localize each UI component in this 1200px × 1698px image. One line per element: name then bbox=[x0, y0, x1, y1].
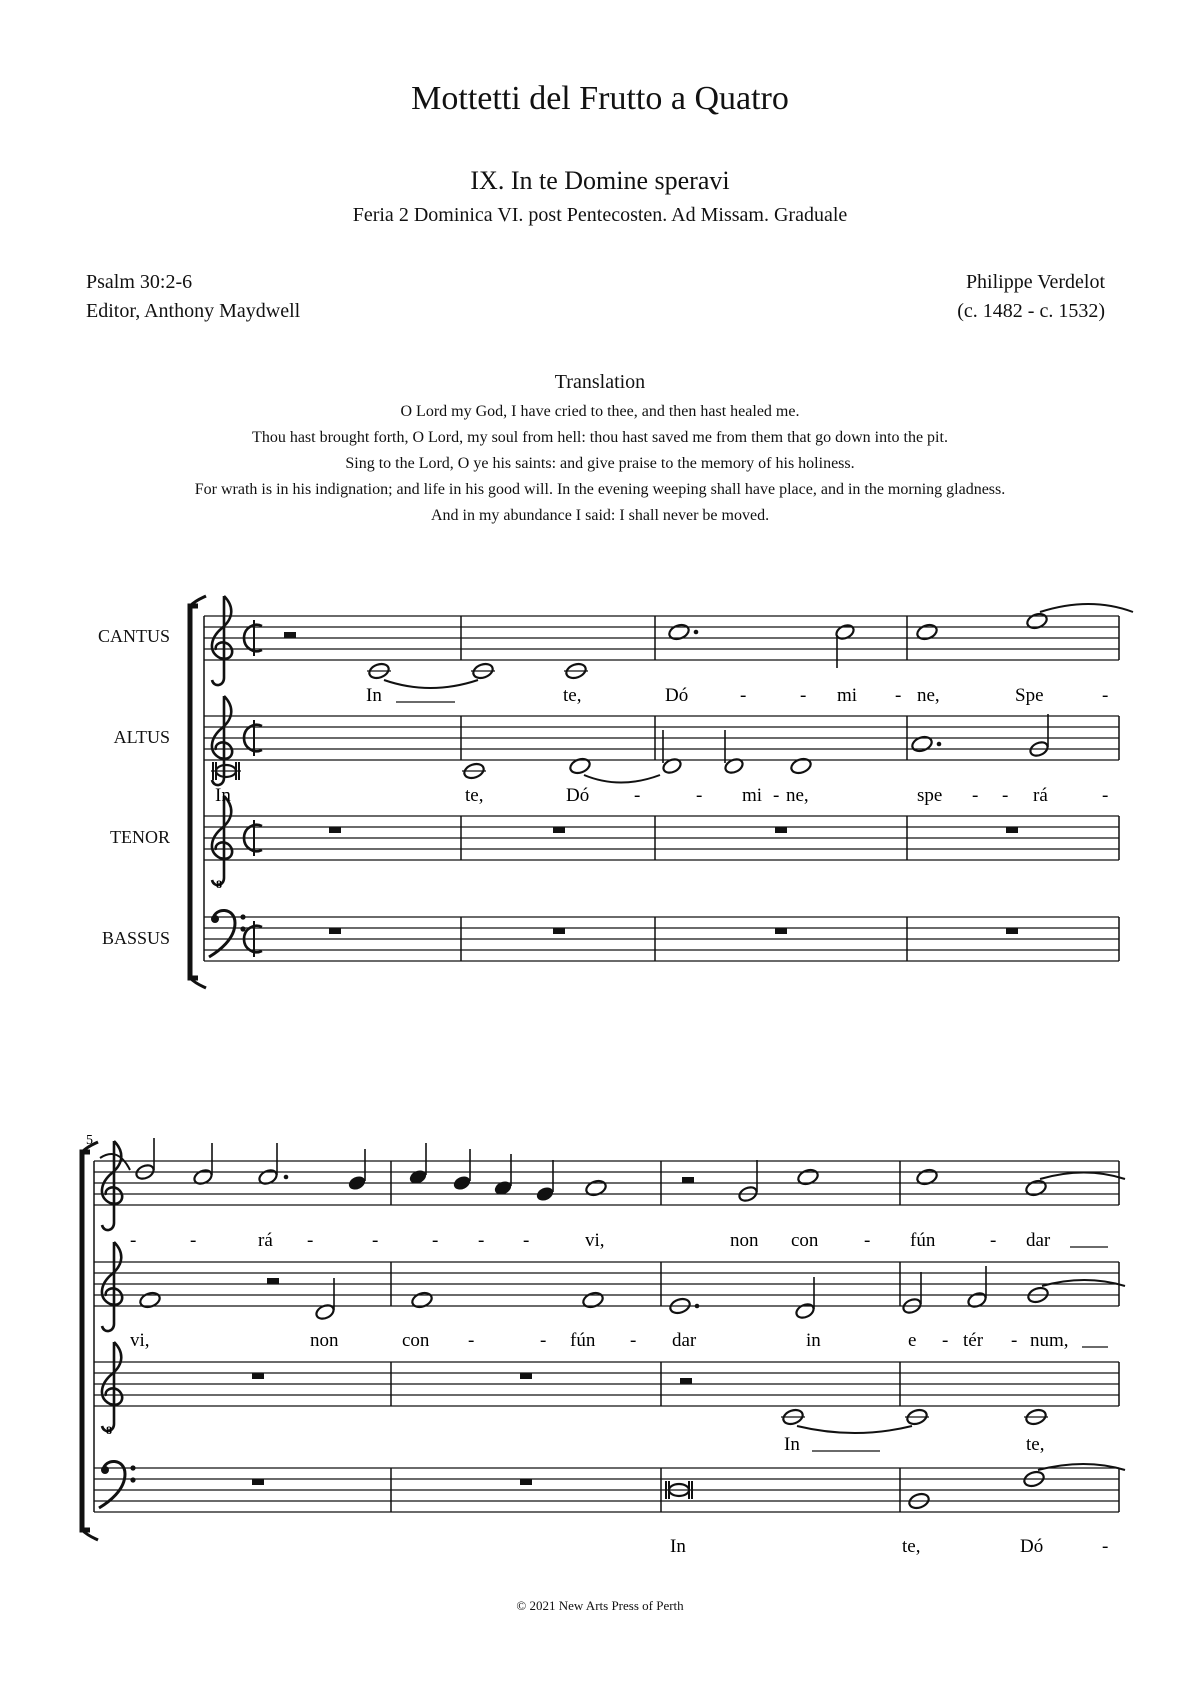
lyric: non bbox=[310, 1330, 339, 1351]
lyric: In bbox=[670, 1536, 686, 1557]
svg-text:8: 8 bbox=[106, 1423, 112, 1437]
lyric: - bbox=[800, 685, 807, 706]
barlines-system-1 bbox=[204, 616, 1119, 961]
treble-clef-icon bbox=[212, 796, 232, 885]
lyric: vi, bbox=[585, 1230, 605, 1251]
lyric: Dó bbox=[566, 785, 590, 806]
lyric: - bbox=[190, 1230, 197, 1251]
lyric: - bbox=[1002, 785, 1009, 806]
staff-tenor bbox=[204, 816, 1119, 860]
lyric: rá bbox=[258, 1230, 273, 1251]
translation-line: For wrath is in his indignation; and life in his good will. In the evening weeping shall have place, and in the morning gladness. bbox=[194, 481, 1006, 498]
lyric: - bbox=[130, 1230, 137, 1251]
lyric: te, bbox=[902, 1536, 921, 1557]
measure-number: 5 bbox=[86, 1133, 93, 1148]
staff-altus-2 bbox=[94, 1262, 1119, 1306]
lyric: In bbox=[366, 685, 382, 706]
system-1 bbox=[190, 596, 1133, 988]
tenor-notes-system-2 bbox=[252, 1373, 1048, 1433]
source-text: Psalm 30:2-6 bbox=[86, 271, 193, 293]
lyric: vi, bbox=[130, 1330, 150, 1351]
lyric: tér bbox=[963, 1330, 984, 1351]
treble-clef-icon bbox=[102, 1242, 122, 1331]
lyric: dar bbox=[1026, 1230, 1051, 1251]
altus-notes-system-2 bbox=[138, 1266, 1125, 1321]
editor: Editor, Anthony Maydwell bbox=[86, 300, 301, 322]
lyric: - bbox=[630, 1330, 637, 1351]
lyric: Dó bbox=[665, 685, 689, 706]
lyric: In bbox=[784, 1434, 800, 1455]
lyric: - bbox=[773, 785, 780, 806]
treble-clef-icon bbox=[212, 596, 232, 685]
lyric: spe bbox=[917, 785, 943, 806]
lyric: - bbox=[372, 1230, 379, 1251]
voice-label-cantus: CANTUS bbox=[97, 626, 170, 646]
lyric: con bbox=[791, 1230, 819, 1251]
lyric: fún bbox=[570, 1330, 596, 1351]
treble-clef-icon bbox=[102, 1342, 122, 1431]
lyric: in bbox=[806, 1330, 821, 1351]
lyric: ne, bbox=[917, 685, 940, 706]
staff-bassus bbox=[204, 917, 1119, 961]
translation-line: O Lord my God, I have cried to thee, and then hast healed me. bbox=[400, 403, 800, 420]
lyric: - bbox=[864, 1230, 871, 1251]
bassus-notes-system-2 bbox=[252, 1464, 1125, 1511]
lyric: - bbox=[1102, 685, 1109, 706]
liturgical-occasion: Feria 2 Dominica VI. post Pentecosten. Ad Missam. Graduale bbox=[352, 204, 848, 226]
staff-tenor-2 bbox=[94, 1362, 1119, 1406]
lyric: - bbox=[740, 685, 747, 706]
translation-line: Thou hast brought forth, O Lord, my soul from hell: thou hast saved me from them that go down into the pit. bbox=[252, 429, 948, 446]
piece-title: IX. In te Domine speravi bbox=[470, 166, 730, 195]
lyric: fún bbox=[910, 1230, 936, 1251]
lyric: - bbox=[1011, 1330, 1018, 1351]
svg-text:8: 8 bbox=[216, 877, 222, 891]
lyric: - bbox=[895, 685, 902, 706]
tenor-rests-system-1 bbox=[329, 827, 1018, 833]
lyric: In bbox=[215, 785, 231, 806]
composer-dates: (c. 1482 - c. 1532) bbox=[957, 300, 1105, 322]
bassus-rests-system-1 bbox=[329, 928, 1018, 934]
translation-heading: Translation bbox=[554, 371, 646, 393]
lyric: - bbox=[696, 785, 703, 806]
lyrics-system-1 bbox=[215, 685, 1108, 806]
staff-cantus bbox=[204, 616, 1119, 660]
lyric: - bbox=[307, 1230, 314, 1251]
lyric: - bbox=[468, 1330, 475, 1351]
lyric: ne, bbox=[786, 785, 809, 806]
voice-label-bassus: BASSUS bbox=[101, 928, 170, 948]
lyric: e bbox=[908, 1330, 917, 1351]
lyric: rá bbox=[1033, 785, 1048, 806]
composer-name: Philippe Verdelot bbox=[965, 271, 1105, 293]
copyright-footer: © 2021 New Arts Press of Perth bbox=[516, 1598, 684, 1613]
lyric: - bbox=[942, 1330, 949, 1351]
lyric: te, bbox=[563, 685, 582, 706]
translation-line: Sing to the Lord, O ye his saints: and give praise to the memory of his holiness. bbox=[345, 455, 855, 472]
lyric: - bbox=[990, 1230, 997, 1251]
lyric: - bbox=[972, 785, 979, 806]
system-2 bbox=[82, 1133, 1125, 1557]
lyric: mi bbox=[742, 785, 763, 806]
lyric: - bbox=[1102, 1536, 1109, 1557]
lyric: dar bbox=[672, 1330, 697, 1351]
staff-cantus-2 bbox=[94, 1161, 1119, 1205]
translation-line: And in my abundance I said: I shall never be moved. bbox=[430, 507, 770, 524]
lyric: - bbox=[523, 1230, 530, 1251]
lyric: num, bbox=[1030, 1330, 1069, 1351]
lyric: - bbox=[478, 1230, 485, 1251]
altus-notes-system-1 bbox=[211, 714, 1050, 783]
voice-label-tenor: TENOR bbox=[110, 827, 170, 847]
lyric: - bbox=[432, 1230, 439, 1251]
lyric: te, bbox=[465, 785, 484, 806]
lyric: - bbox=[540, 1330, 547, 1351]
lyric: - bbox=[634, 785, 641, 806]
lyric: mi bbox=[837, 685, 858, 706]
lyric: non bbox=[730, 1230, 759, 1251]
lyric: con bbox=[402, 1330, 430, 1351]
staff-bassus-2 bbox=[94, 1468, 1119, 1512]
collection-title: Mottetti del Frutto a Quatro bbox=[411, 80, 789, 117]
voice-label-altus: ALTUS bbox=[113, 727, 170, 747]
lyric: Dó bbox=[1020, 1536, 1044, 1557]
lyric: - bbox=[1102, 785, 1109, 806]
lyric: te, bbox=[1026, 1434, 1045, 1455]
staff-altus bbox=[204, 716, 1119, 760]
lyric: Spe bbox=[1015, 685, 1044, 706]
